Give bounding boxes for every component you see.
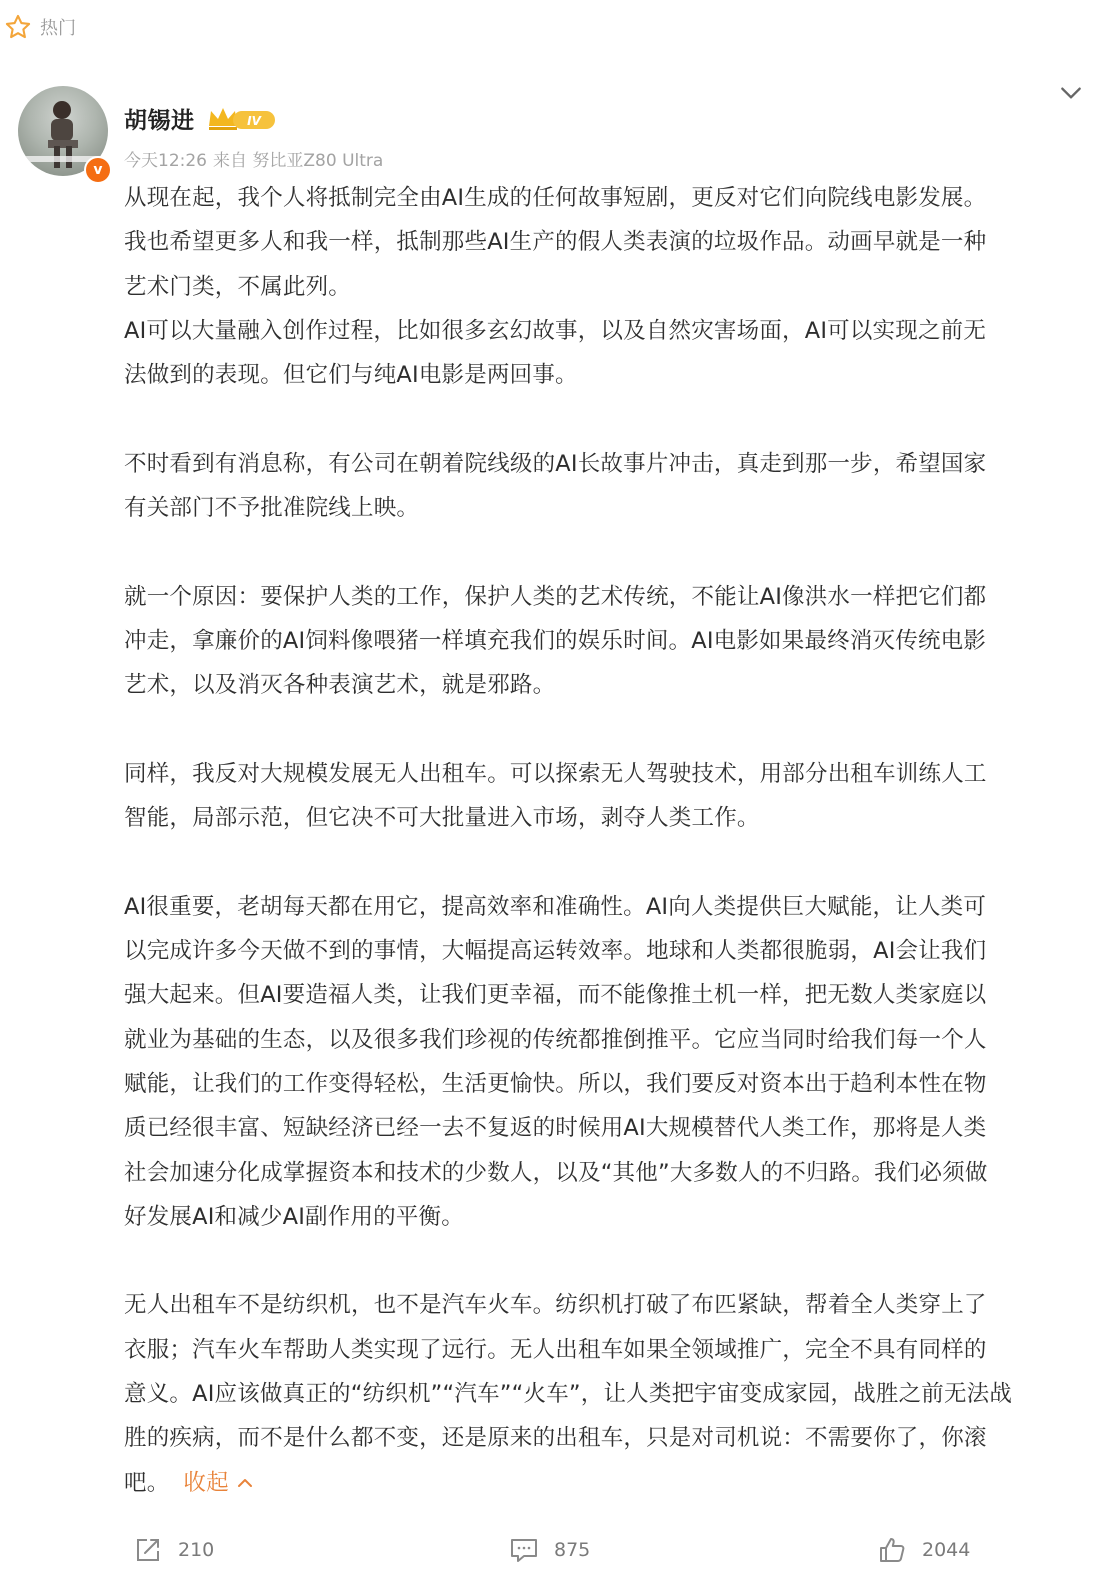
post-source[interactable]: 来自 努比亚Z80 Ultra [213, 151, 384, 171]
content-line: 我也希望更多人和我一样，抵制那些AI生产的假人类表演的垃圾作品。动画早就是一种 [124, 229, 987, 256]
paragraph-gap [124, 397, 1084, 441]
content-line: AI很重要，老胡每天都在用它，提高效率和准确性。AI向人类提供巨大赋能，让人类可 [124, 893, 987, 920]
level-badge-text: IV [246, 113, 261, 128]
star-icon [4, 13, 32, 41]
paragraph-gap [124, 1239, 1084, 1283]
content-line: 冲走，拿廉价的AI饲料像喂猪一样填充我们的娱乐时间。AI电影如果最终消灭传统电影 [124, 627, 987, 654]
like-button[interactable] [876, 1530, 970, 1570]
content-line: 智能，局部示范，但它决不可大批量进入市场，剥夺人类工作。 [124, 805, 760, 832]
hot-tab[interactable] [4, 10, 76, 44]
paragraph-gap [124, 840, 1084, 884]
comment-icon [508, 1534, 540, 1566]
repost-button[interactable] [132, 1530, 214, 1570]
collapse-label: 收起 [183, 1469, 229, 1496]
content-line: 胜的疾病，而不是什么都不变，还是原来的出租车，只是对司机说：不需要你了，你滚 [124, 1425, 987, 1452]
thumbs-up-icon [876, 1534, 908, 1566]
content-line: 不时看到有消息称，有公司在朝着院线级的AI长故事片冲击，真走到那一步，希望国家 [124, 450, 987, 477]
content-line: 衣服；汽车火车帮助人类实现了远行。无人出租车如果全领域推广，完全不具有同样的 [124, 1336, 987, 1363]
content-line: 艺术门类，不属此列。 [124, 273, 352, 300]
repost-icon [132, 1534, 164, 1566]
repost-count: 210 [178, 1539, 215, 1561]
content-line: 法做到的表现。但它们与纯AI电影是两回事。 [124, 362, 578, 389]
content-line: 赋能，让我们的工作变得轻松，生活更愉快。所以，我们要反对资本出于趋利本性在物 [124, 1070, 987, 1097]
content-line: 就业为基础的生态，以及很多我们珍视的传统都推倒推平。它应当同时给我们每一个人 [124, 1026, 987, 1053]
post-content [124, 176, 1084, 1505]
action-bar [0, 1530, 1108, 1570]
comment-count: 875 [554, 1539, 591, 1561]
post-meta [124, 146, 383, 171]
content-line: 无人出租车不是纺织机，也不是汽车火车。纺织机打破了布匹紧缺，帮着全人类穿上了 [124, 1292, 987, 1319]
verified-badge-icon: v [84, 156, 112, 184]
content-line: 以完成许多今天做不到的事情，大幅提高运转效率。地球和人类都很脆弱，AI会让我们 [124, 938, 987, 965]
collapse-link[interactable] [183, 1470, 254, 1496]
content-line: 意义。AI应该做真正的“纺织机”“汽车”“火车”，让人类把宇宙变成家园，战胜之前无法战 [124, 1381, 1013, 1408]
content-line: 质已经很丰富、短缺经济已经一去不复返的时候用AI大规模替代人类工作，那将是人类 [124, 1115, 987, 1142]
content-line: 就一个原因：要保护人类的工作，保护人类的艺术传统，不能让AI像洪水一样把它们都 [124, 583, 987, 610]
content-line: AI可以大量融入创作过程，比如很多玄幻故事，以及自然灾害场面，AI可以实现之前无 [124, 317, 987, 344]
content-line: 好发展AI和减少AI副作用的平衡。 [124, 1203, 464, 1230]
comment-button[interactable] [508, 1530, 590, 1570]
crown-icon [207, 104, 277, 134]
paragraph-gap [124, 708, 1084, 752]
content-line: 强大起来。但AI要造福人类，让我们更幸福，而不能像推土机一样，把无数人类家庭以 [124, 982, 987, 1009]
hot-label: 热门 [40, 18, 76, 39]
content-line: 社会加速分化成掌握资本和技术的少数人，以及“其他”大多数人的不归路。我们必须做 [124, 1159, 988, 1186]
author-name[interactable]: 胡锡进 [124, 108, 195, 134]
like-count: 2044 [922, 1539, 971, 1561]
chevron-down-icon[interactable] [1058, 80, 1084, 106]
content-line: 有关部门不予批准院线上映。 [124, 495, 420, 522]
paragraph-gap [124, 530, 1084, 574]
content-last-line [124, 1461, 1084, 1505]
chevron-up-icon [236, 1476, 254, 1490]
post-time: 今天12:26 [124, 151, 207, 171]
content-line: 吧。 [124, 1469, 170, 1496]
level-badge[interactable] [207, 104, 277, 134]
content-line: 从现在起，我个人将抵制完全由AI生成的任何故事短剧，更反对它们向院线电影发展。 [124, 185, 987, 211]
content-line: 同样，我反对大规模发展无人出租车。可以探索无人驾驶技术，用部分出租车训练人工 [124, 760, 987, 787]
content-line: 艺术，以及消灭各种表演艺术，就是邪路。 [124, 672, 556, 699]
